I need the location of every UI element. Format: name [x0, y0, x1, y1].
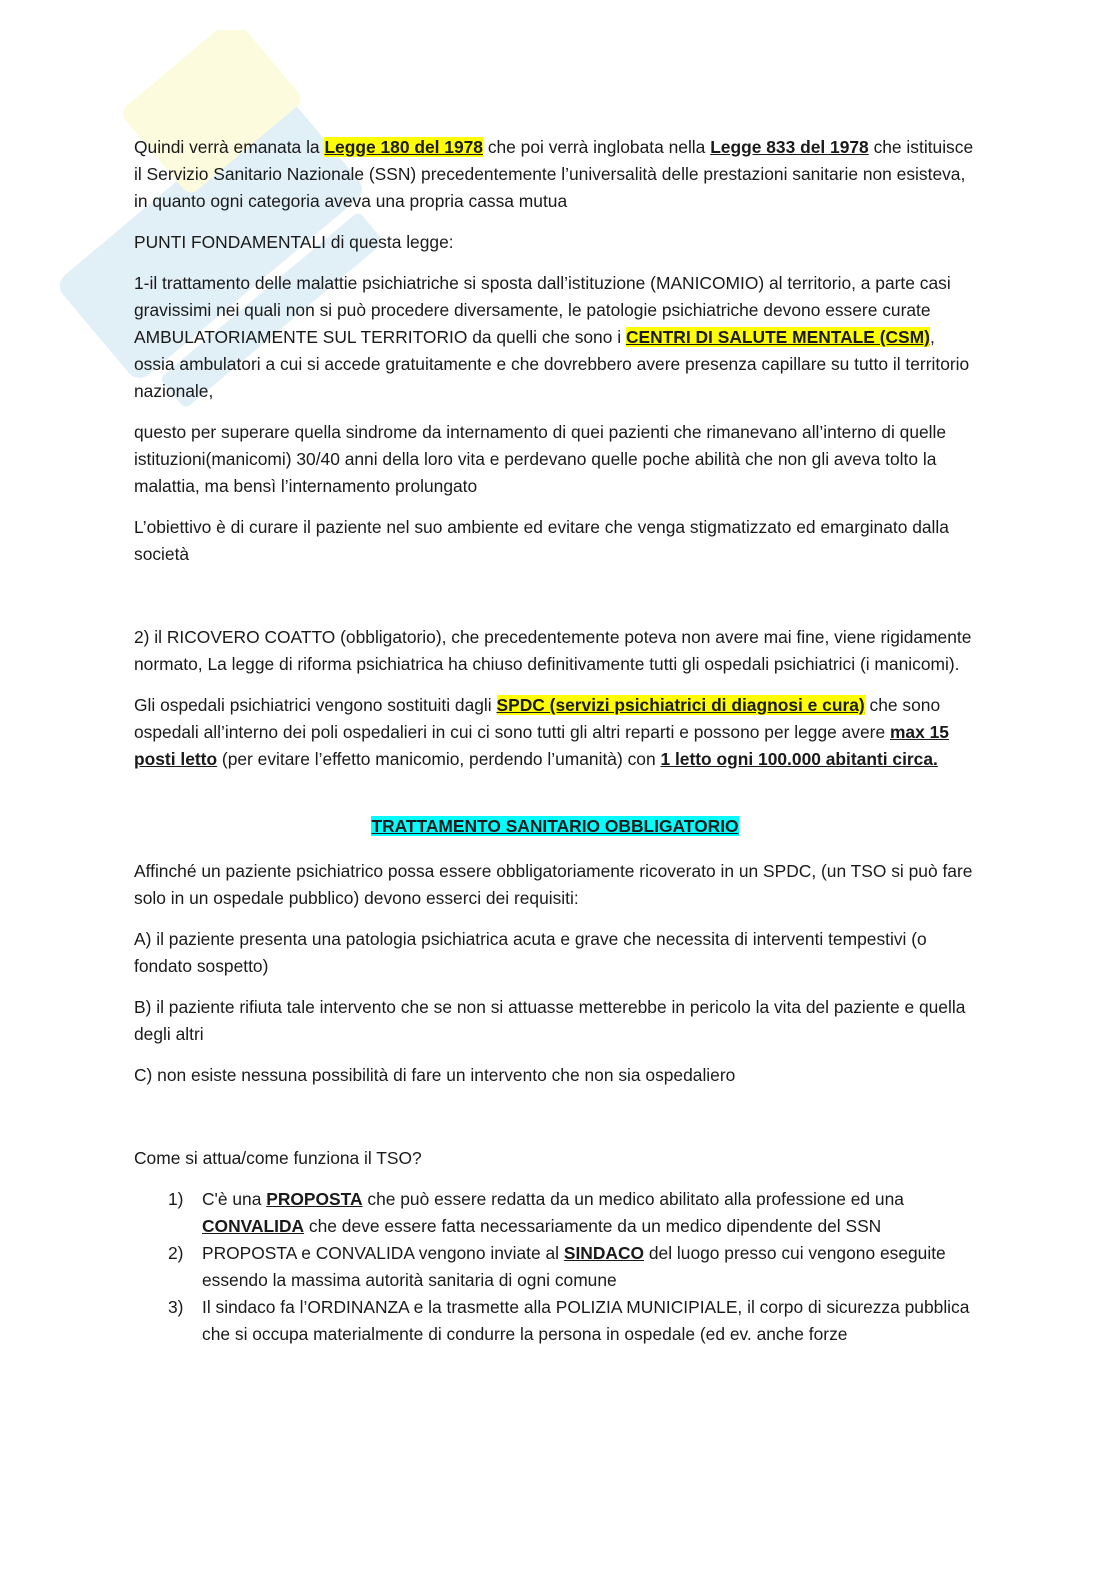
requisito-c: C) non esiste nessuna possibilità di fare un intervento che non sia ospedaliero	[134, 1065, 736, 1085]
convalida: CONVALIDA	[202, 1216, 305, 1236]
requisito-b: B) il paziente rifiuta tale intervento che se non si attuasse metterebbe in pericolo la vita del paziente e quella degli altri	[134, 997, 966, 1044]
paragraph-point-1: 1-il trattamento delle malattie psichiatriche si sposta dall’istituzione (MANICOMIO) al territorio, a parte casi gravissimi nei quali non si può procedere diversamente, le patologie psichiatriche devono essere curate AMBULATORIAMENTE SUL TERRITORIO da quelli che sono i CENTRI DI SALUTE MENTALE (CSM), ossia ambulatori a cui si accede gratuitamente e che dovrebbero avere presenza capillare su tutto il territorio nazionale,	[134, 273, 970, 401]
paragraph-requisiti: Affinché un paziente psichiatrico possa essere obbligatoriamente ricoverato in un SPDC, (un TSO si può fare solo in un ospedale pubblico) devono esserci dei requisiti:	[134, 861, 973, 908]
legge-833: Legge 833 del 1978	[710, 137, 869, 157]
paragraph-intro: Quindi verrà emanata la Legge 180 del 1978 che poi verrà inglobata nella Legge 833 del 1978 che istituisce il Servizio Sanitario Nazionale (SSN) precedentemente l’universalità delle prestazioni sanitarie non esisteva, in quanto ogni categoria aveva una propria cassa mutua	[134, 137, 974, 211]
highlight-legge-180: Legge 180 del 1978	[324, 137, 483, 157]
highlight-csm: CENTRI DI SALUTE MENTALE (CSM)	[625, 327, 930, 347]
tso-heading: TRATTAMENTO SANITARIO OBBLIGATORIO	[371, 816, 739, 836]
paragraph-point-2: 2) il RICOVERO COATTO (obbligatorio), che precedentemente poteva non avere mai fine, viene rigidamente normato, La legge di riforma psichiatrica ha chiuso definitivamente tutti gli ospedali psichiatrici (i manicomi).	[134, 627, 972, 674]
paragraph-spdc: Gli ospedali psichiatrici vengono sostituiti dagli SPDC (servizi psichiatrici di diagnosi e cura) che sono ospedali all’interno dei poli ospedalieri in cui ci sono tutti gli altri reparti e possono per legge avere max 15 posti letto (per evitare l’effetto manicomio, perdendo l’umanità) con 1 letto ogni 100.000 abitanti circa.	[134, 695, 949, 769]
section-title	[134, 813, 976, 840]
max-posti-letto: max 15 posti letto	[134, 722, 949, 769]
requisito-a: A) il paziente presenta una patologia psichiatrica acuta e grave che necessita di interventi tempestivi (o fondato sospetto)	[134, 929, 927, 976]
list-item: 3) Il sindaco fa l’ORDINANZA e la trasmette alla POLIZIA MUNICIPIALE, il corpo di sicurezza pubblica che si occupa materialmente di condurre la persona in ospedale (ed ev. anche forze	[168, 1297, 970, 1344]
tso-steps-list	[134, 1186, 976, 1348]
list-item: 1) C'è una PROPOSTA che può essere redatta da un medico abilitato alla professione ed una CONVALIDA che deve essere fatta necessariamente da un medico dipendente del SSN	[168, 1189, 904, 1236]
list-item: 2) PROPOSTA e CONVALIDA vengono inviate al SINDACO del luogo presso cui vengono eseguite essendo la massima autorità sanitaria di ogni comune	[168, 1243, 946, 1290]
highlight-spdc: SPDC (servizi psichiatrici di diagnosi e cura)	[496, 695, 865, 715]
proposta: PROPOSTA	[266, 1189, 363, 1209]
paragraph-obiettivo: L’obiettivo è di curare il paziente nel suo ambiente ed evitare che venga stigmatizzato ed emarginato dalla società	[134, 517, 949, 564]
paragraph-internamento: questo per superare quella sindrome da internamento di quei pazienti che rimanevano all’interno di quelle istituzioni(manicomi) 30/40 anni della loro vita e perdevano quelle poche abilità che non gli aveva tolto la malattia, ma bensì l’internamento prolungato	[134, 422, 947, 496]
document-body	[134, 134, 976, 1348]
ratio-letti: 1 letto ogni 100.000 abitanti circa.	[660, 749, 938, 769]
sindaco: SINDACO	[563, 1243, 645, 1263]
paragraph-come-funziona: Come si attua/come funziona il TSO?	[134, 1148, 422, 1168]
paragraph-punti: PUNTI FONDAMENTALI di questa legge:	[134, 232, 454, 252]
